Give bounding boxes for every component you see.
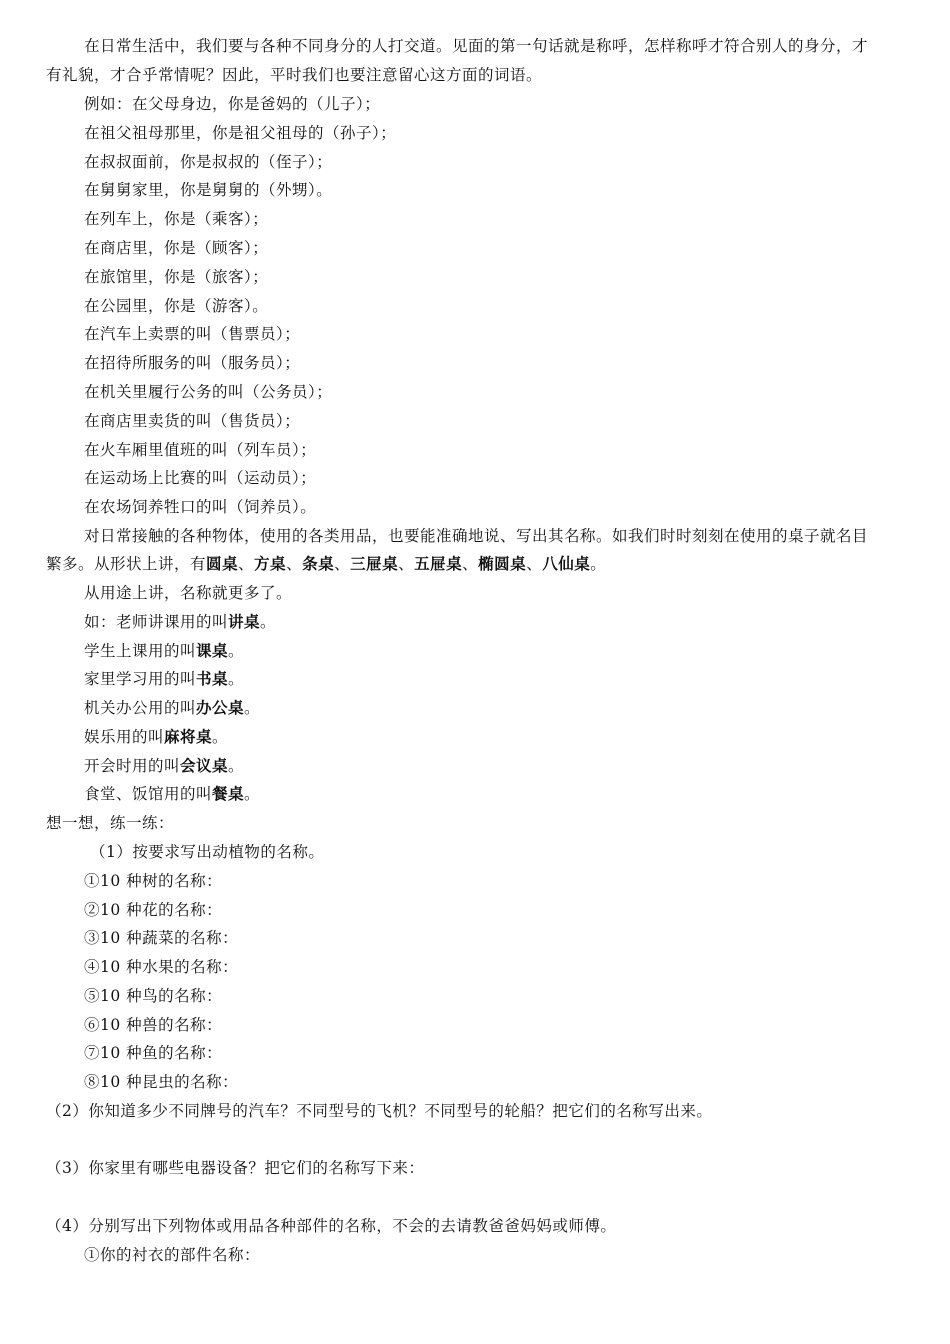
separator: 、: [398, 555, 415, 573]
table-shape: 三屉桌: [350, 554, 399, 573]
example-line: 在列车上，你是（乘客）；: [84, 210, 269, 228]
example-line: 在商店里，你是（顾客）；: [84, 239, 269, 257]
example-line: 在祖父祖母那里，你是祖父祖母的（孙子）；: [84, 124, 397, 142]
usage-prefix: 如：老师讲课用的叫: [84, 613, 229, 631]
usage-intro: 从用途上讲，名称就更多了。: [84, 584, 293, 602]
usage-line: [84, 698, 260, 718]
table-shape: 椭圆桌: [478, 554, 527, 573]
question-1-item: ②10 种花的名称：: [84, 901, 223, 919]
period: 。: [260, 613, 277, 631]
usage-prefix: 学生上课用的叫: [84, 642, 197, 660]
period: 。: [212, 728, 229, 746]
question-1-item: ①10 种树的名称：: [84, 872, 223, 890]
usage-table-name: 办公桌: [196, 698, 245, 717]
question-1: （1）按要求写出动植物的名称。: [90, 843, 325, 861]
question-1-item: ⑤10 种鸟的名称：: [84, 987, 223, 1005]
usage-table-name: 麻将桌: [164, 727, 213, 746]
period: 。: [228, 670, 245, 688]
example-line: 在运动场上比赛的叫（运动员）；: [84, 469, 317, 487]
usage-table-name: 讲桌: [228, 612, 261, 631]
usage-table-name: 餐桌: [212, 784, 245, 803]
example-line: 在公园里，你是（游客）。: [84, 297, 269, 315]
usage-line: [84, 784, 260, 804]
question-1-item: ⑦10 种鱼的名称：: [84, 1044, 223, 1062]
period: 。: [228, 757, 245, 775]
question-1-item: ③10 种蔬菜的名称：: [84, 929, 239, 947]
separator: 、: [334, 555, 351, 573]
table-shape: 方桌: [254, 554, 287, 573]
usage-line: [84, 727, 228, 747]
question-1-item: ④10 种水果的名称：: [84, 958, 239, 976]
usage-prefix: 家里学习用的叫: [84, 670, 197, 688]
usage-table-name: 课桌: [196, 641, 229, 660]
question-2: （2）你知道多少不同牌号的汽车？不同型号的飞机？不同型号的轮船？把它们的名称写出来。: [46, 1102, 713, 1120]
example-line: 在农场饲养牲口的叫（饲养员）。: [84, 498, 317, 516]
usage-prefix: 食堂、饭馆用的叫: [84, 785, 213, 803]
tables-line-2-prefix: 繁多。从形状上讲，有: [46, 555, 207, 573]
separator: 、: [238, 555, 255, 573]
question-3: （3）你家里有哪些电器设备？把它们的名称写下来：: [46, 1159, 425, 1177]
example-line: 例如：在父母身边，你是爸妈的（儿子）；: [84, 95, 381, 113]
separator: 、: [286, 555, 303, 573]
example-line: 在机关里履行公务的叫（公务员）；: [84, 383, 333, 401]
period: 。: [244, 699, 261, 717]
example-line: 在商店里卖货的叫（售货员）；: [84, 412, 301, 430]
example-line: 在舅舅家里，你是舅舅的（外甥）。: [84, 181, 333, 199]
practice-heading: 想一想，练一练：: [46, 814, 175, 832]
usage-line: [84, 641, 244, 661]
table-shape: 五屉桌: [414, 554, 463, 573]
separator: 、: [526, 555, 543, 573]
tables-line-2: [46, 554, 606, 574]
table-shape: 条桌: [302, 554, 335, 573]
question-1-item: ⑧10 种昆虫的名称：: [84, 1073, 239, 1091]
example-line: 在叔叔面前，你是叔叔的（侄子）；: [84, 153, 333, 171]
period: 。: [590, 555, 607, 573]
usage-prefix: 机关办公用的叫: [84, 699, 197, 717]
example-line: 在汽车上卖票的叫（售票员）；: [84, 325, 301, 343]
example-line: 在招待所服务的叫（服务员）；: [84, 354, 301, 372]
usage-table-name: 书桌: [196, 669, 229, 688]
usage-prefix: 娱乐用的叫: [84, 728, 165, 746]
separator: 、: [462, 555, 479, 573]
usage-table-name: 会议桌: [180, 756, 229, 775]
period: 。: [228, 642, 245, 660]
usage-line: [84, 612, 276, 632]
table-shape: 圆桌: [206, 554, 239, 573]
question-4-item: ①你的衬衣的部件名称：: [84, 1246, 261, 1264]
period: 。: [244, 785, 261, 803]
question-4: （4）分别写出下列物体或用品各种部件的名称，不会的去请教爸爸妈妈或师傅。: [46, 1217, 617, 1235]
tables-line-1: 对日常接触的各种物体，使用的各类用品，也要能准确地说、写出其名称。如我们时时刻刻在使用的桌子就名目: [84, 527, 869, 545]
example-line: 在旅馆里，你是（旅客）；: [84, 268, 269, 286]
intro-line-2: 有礼貌，才合乎常情呢？因此，平时我们也要注意留心这方面的词语。: [46, 66, 543, 84]
usage-prefix: 开会时用的叫: [84, 757, 181, 775]
table-shape: 八仙桌: [542, 554, 591, 573]
example-line: 在火车厢里值班的叫（列车员）；: [84, 441, 317, 459]
usage-line: [84, 756, 244, 776]
intro-line-1: 在日常生活中，我们要与各种不同身分的人打交道。见面的第一句话就是称呼，怎样称呼才符合别人的身分，才: [84, 37, 869, 55]
usage-line: [84, 669, 244, 689]
question-1-item: ⑥10 种兽的名称：: [84, 1016, 223, 1034]
